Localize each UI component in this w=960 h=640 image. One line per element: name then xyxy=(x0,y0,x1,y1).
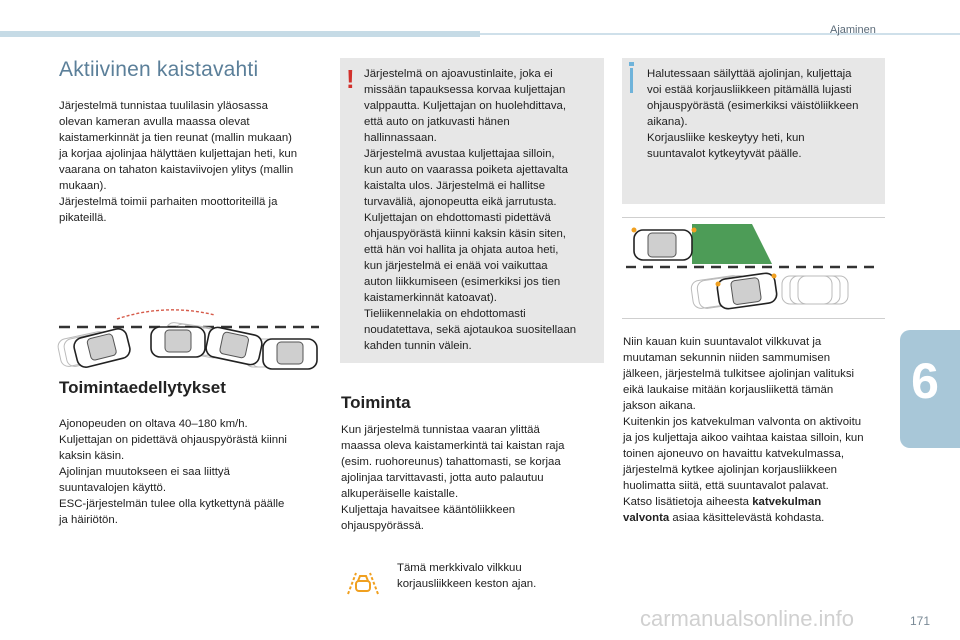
vehicle-in-blind-spot xyxy=(634,230,692,260)
chapter-number: 6 xyxy=(911,353,939,409)
car-4 xyxy=(263,339,317,369)
info-box xyxy=(622,58,885,204)
blind-spot-illustration xyxy=(622,218,885,318)
warning-text: Järjestelmä on ajoavustinlaite, joka ei missään tapauksessa korvaa kuljettajan valppautta. Kuljettajan on huolehdittava, että auto on jatkuvasti hänen hallinnassaan. Järjestelmä avustaa kuljettajaa silloin, kun auto on vaarassa poiketa ajettavalta kaistalta ulos. Järjestelmä ei hallitse turvaväliä, ajonopeutta eikä jarrutusta. Kuljettajan on ehdottomasti pidettävä ohjauspyörästä kiinni kaksin käsin siten, että hän voi hallita ja ohjata autoa heti, kun järjestelmä ei enää voi vaikuttaa auton liikkumiseen (esimerkiksi jos tien kaistamerkinnät katoavat). Tieliikennelakia on ehdottomasti noudatettava, sekä ajotaukoa suositellaan kahden tunnin välein. xyxy=(364,68,577,352)
watermark: carmanualsonline.info xyxy=(640,606,855,631)
page-title: Aktiivinen kaistavahti xyxy=(59,58,259,81)
operation-heading: Toiminta xyxy=(341,393,411,412)
right-column-text: Niin kauan kuin suuntavalot vilkkuvat ja muutaman sekunnin niiden sammumisen jälkeen, järjestelmä tulkitsee ajolinjan valituksi eikä laukaise mitään korjausliikettä tämän jakson aikana. Kuitenkin jos katvekulman valvonta on aktivoitu ja jos kuljettaja aikoo vaihtaa kaistaa silloin, kun toinen ajoneuvo on havaittu katvekulmassa, järjestelmä kytkee ajolinjan korjausliikkeen huolimatta siitä, että suuntavalot palavat. Katso lisätietoja aiheesta katvekulman valvonta asiaa käsittelevästä kohdasta. xyxy=(623,336,864,524)
warning-icon: ! xyxy=(346,64,355,94)
blind-spot-zone xyxy=(692,224,772,264)
lane-keeping-warning-icon xyxy=(343,568,383,598)
car-2 xyxy=(151,327,205,357)
conditions-text: Ajonopeuden on oltava 40–180 km/h. Kuljettajan on pidettävä ohjauspyörästä kiinni kaksin käsin. Ajolinjan muutokseen ei saa liittyä suuntavalojen käyttö. ESC-järjestelmän tulee olla kytkettynä päälle ja häiriötön. xyxy=(59,418,287,526)
header-bar xyxy=(0,31,480,37)
trajectory-curve xyxy=(117,310,215,319)
info-icon xyxy=(630,68,633,93)
header-line xyxy=(480,33,960,35)
figure-bottom-rule xyxy=(622,318,885,319)
car-1 xyxy=(72,327,132,369)
page-number: 171 xyxy=(910,614,931,628)
lamp-text: Tämä merkkivalo vilkkuu korjausliikkeen keston ajan. xyxy=(397,562,537,590)
intro-text: Järjestelmä tunnistaa tuulilasin yläosassa olevan kameran avulla maassa olevat kaistamerkinnät ja tien reunat (mallin mukaan) ja korjaa ajolinjaa hälyttäen kuljettajan heti, kun vaarana on tahaton kaistaviivojen ylitys (mallin mukaan). Järjestelmä toimii parhaiten moottoriteillä ja pikateillä. xyxy=(59,100,298,224)
info-text: Halutessaan säilyttää ajolinjan, kuljettaja voi estää korjausliikkeen pitämällä lujasti ohjauspyörästä (esimerkiksi väistöliikkeen aikana). Korjausliike keskeytyy heti, kun suuntavalot kytkeytyvät päälle. xyxy=(647,68,859,160)
warning-box xyxy=(340,58,604,363)
conditions-heading: Toimintaedellytykset xyxy=(59,378,226,397)
car-3 xyxy=(204,326,263,367)
blind-spot-reference: katvekulman valvonta xyxy=(623,496,822,524)
section-title: Ajaminen xyxy=(830,24,876,36)
chapter-tab xyxy=(900,330,960,448)
lane-correction-illustration xyxy=(55,305,323,375)
operation-text: Kun järjestelmä tunnistaa vaaran ylittää maassa oleva kaistamerkintä tai kaistan raja (esim. ruohoreunus) tahattomasti, se korjaa ajolinjaa tarvittavasti, jotta auto palautuu alkuperäiselle kaistalle. Kuljettaja havaitsee kääntöliikkeen ohjauspyörässä. xyxy=(341,424,565,532)
